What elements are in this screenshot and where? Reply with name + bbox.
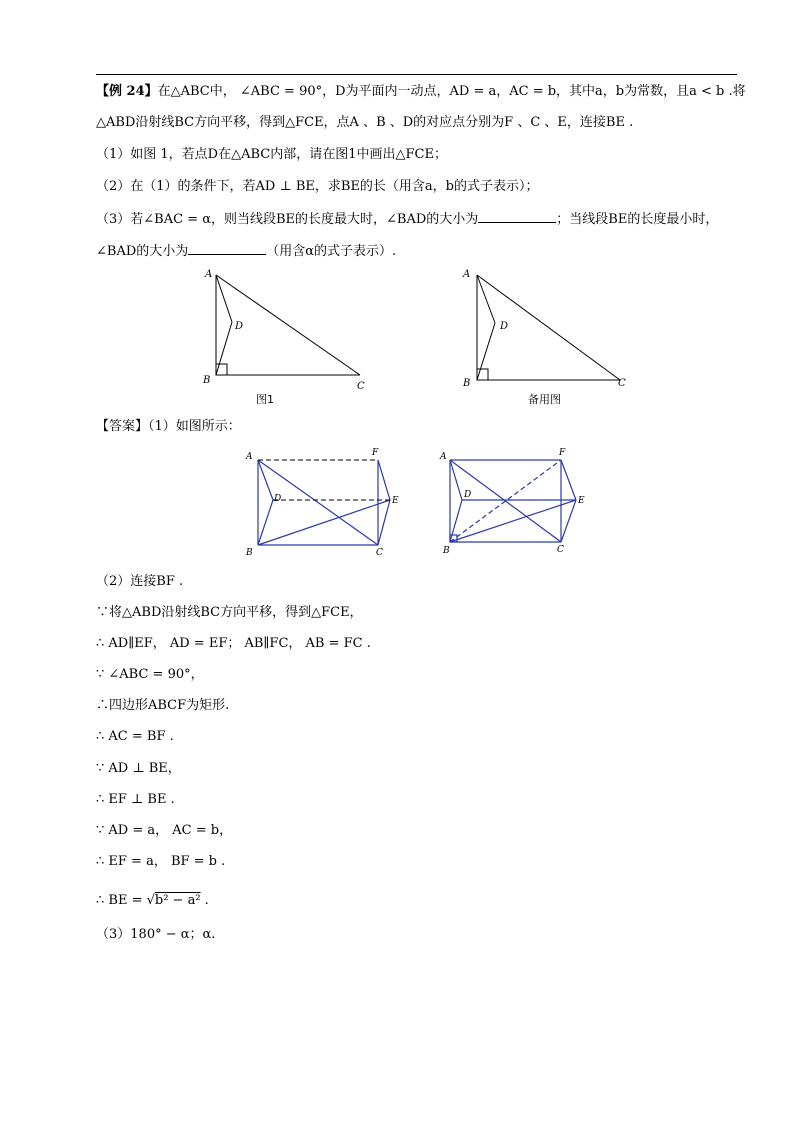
fig1-label-c: C [357, 381, 365, 392]
answer-heading: 【答案】（1）如图所示： [96, 419, 241, 434]
problem-line-1 [96, 83, 746, 101]
ans1-label-c: C [376, 548, 383, 558]
answer-figure-1 [240, 445, 410, 560]
fig1-label-b: B [203, 375, 211, 386]
ans2-label-c: C [557, 545, 564, 555]
fig2-label-a: A [463, 269, 471, 280]
answer-step: ∵ AD ⊥ BE， [96, 761, 181, 776]
answer-step: ∵ ∠ABC = 90°， [96, 667, 204, 682]
fig1-label-a: A [205, 269, 213, 280]
answer-step: （2）连接BF . [96, 574, 184, 589]
answer-step: ∴ AD∥EF， AD = EF； AB∥FC， AB = FC . [96, 636, 371, 651]
ans1-label-b: B [246, 548, 253, 558]
question-3-text-a: （3）若∠BAC = α，则当线段BE的长度最大时，∠BAD的大小为 [96, 212, 479, 227]
top-rule [96, 74, 737, 75]
fig1-label-d: D [235, 321, 244, 332]
question-2: （2）在（1）的条件下，若AD ⊥ BE，求BE的长（用含a，b的式子表示）； [96, 179, 539, 194]
figure-1 [195, 265, 375, 395]
ans2-label-e: E [578, 496, 585, 506]
question-3-text-d: （用含α的式子表示）. [266, 244, 397, 259]
answer-step: ∵将△ABD沿射线BC方向平移，得到△FCE， [96, 605, 363, 620]
ans2-label-a: A [440, 452, 447, 462]
answer-be-radicand: b² − a² [154, 893, 201, 908]
question-3-line-1 [96, 210, 718, 229]
answer-figure-2 [438, 445, 598, 560]
answer-step: ∴ EF ⊥ BE . [96, 792, 175, 807]
question-3-text-b: ；当线段BE的长度最小时， [556, 212, 719, 227]
figure-2-caption: 备用图 [528, 393, 561, 406]
question-1: （1）如图 1，若点D在△ABC内部，请在图1中画出△FCE； [96, 147, 447, 162]
answer-step: ∴四边形ABCF为矩形. [96, 698, 230, 713]
ans2-label-f: F [559, 448, 566, 458]
question-3-text-c: ∠BAD的大小为 [96, 244, 189, 259]
fig2-label-d: D [500, 321, 509, 332]
ans2-label-b: B [443, 546, 450, 556]
answer-be-suffix: . [200, 893, 209, 908]
answer-step: ∴ AC = BF . [96, 729, 174, 744]
answer-be-prefix: ∴ BE = √ [96, 893, 155, 908]
ans1-label-d: D [274, 494, 282, 504]
ans2-label-d: D [464, 490, 472, 500]
figure-2 [455, 265, 635, 395]
answer-be-result [96, 892, 209, 910]
ans1-label-e: E [392, 496, 399, 506]
answer-blank-1[interactable] [478, 210, 556, 223]
fig2-label-b: B [463, 378, 471, 389]
problem-line-2: △ABD沿射线BC方向平移，得到△FCE，点A 、B 、D的对应点分别为F 、C 、E，连接BE . [96, 115, 634, 130]
answer-part-3: （3）180° − α；α. [96, 927, 216, 942]
ans1-label-a: A [246, 452, 253, 462]
fig2-label-c: C [618, 378, 626, 389]
ans1-label-f: F [372, 448, 379, 458]
question-3-line-2 [96, 242, 396, 261]
problem-tag: 【例 24】 [96, 84, 158, 99]
answer-blank-2[interactable] [188, 242, 266, 255]
figure-1-caption: 图1 [256, 393, 274, 406]
problem-text-1: 在△ABC中， ∠ABC = 90°，D为平面内一动点，AD = a，AC = b，其中a，b为常数，且a < b .将 [157, 84, 746, 99]
answer-step: ∴ EF = a， BF = b . [96, 854, 226, 869]
answer-step: ∵ AD = a， AC = b， [96, 823, 233, 838]
